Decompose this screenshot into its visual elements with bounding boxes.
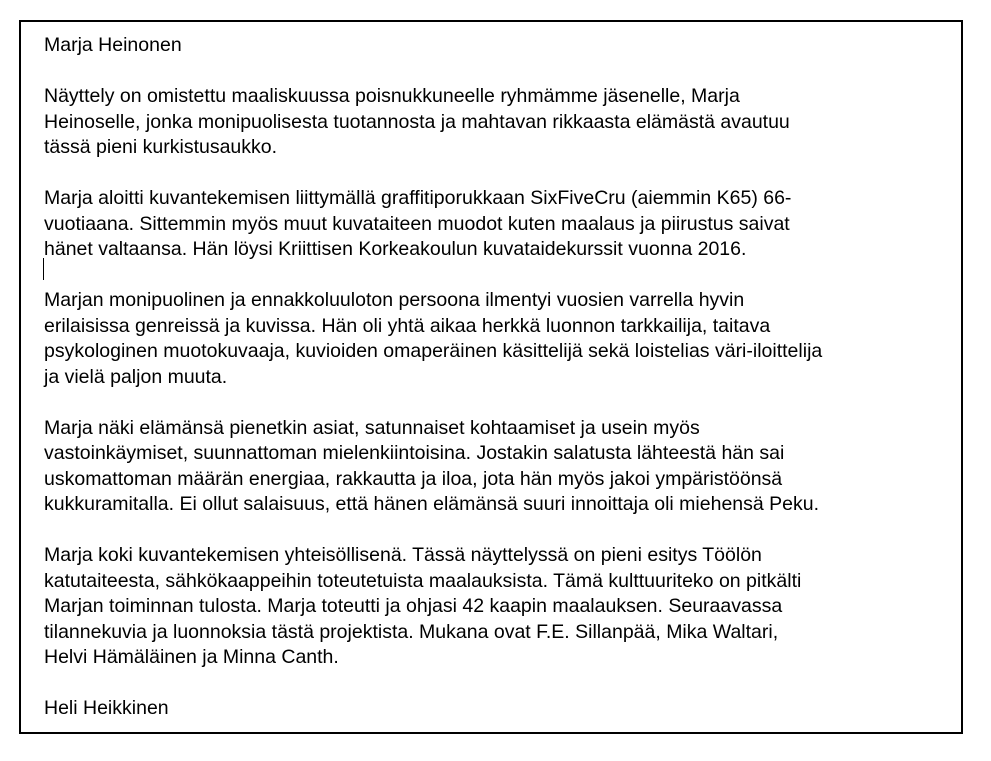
text-cursor	[43, 258, 44, 280]
paragraph-spacer	[44, 59, 944, 85]
paragraph-community: Marja koki kuvantekemisen yhteisöllisenä. Tässä näyttelyssä on pieni esitys Töölön katutaiteesta, sähkökaappeihin toteutetuista maalauksista. Tämä kulttuuriteko on pitkälti Marjan toiminnan tulosta. Marja toteutti ja ohjasi 42 kaapin maalauksen. Seuraavassa tilannekuvia ja luonnoksia tästä projektista. Mukana ovat F.E. Sillanpää, Mika Waltari, Helvi Hämäläinen ja Minna Canth.	[44, 544, 802, 668]
document-frame	[19, 20, 963, 734]
paragraph-beginnings: Marja aloitti kuvantekemisen liittymällä graffitiporukkaan SixFiveCru (aiemmin K65) 66- vuotiaana. Sittemmin myös muut kuvataiteen muodot kuten maalaus ja piirustus saivat hänet valtaansa. Hän löysi Kriittisen Korkeakoulun kuvataidekurssit vuonna 2016.	[44, 187, 792, 260]
paragraph-spacer	[44, 671, 944, 697]
document-heading: Marja Heinonen	[44, 34, 182, 56]
paragraph-dedication: Näyttely on omistettu maaliskuussa poisnukkuneelle ryhmämme jäsenelle, Marja Heinoselle, jonka monipuolisesta tuotannosta ja mahtavan rikkaasta elämästä avautuu tässä pieni kurkistusaukko.	[44, 85, 790, 158]
paragraph-persona: Marjan monipuolinen ja ennakkoluuloton persoona ilmentyi vuosien varrella hyvin erilaisissa genreissä ja kuvissa. Hän oli yhtä aikaa herkkä luonnon tarkkailija, taitava psykologinen muotokuvaaja, kuvioiden omaperäinen käsittelijä sekä loistelias väri-iloittelija ja vielä paljon muuta.	[44, 289, 823, 388]
paragraph-spacer	[44, 161, 944, 187]
paragraph-spacer	[44, 390, 944, 416]
document-signature: Heli Heikkinen	[44, 697, 169, 719]
paragraph-life: Marja näki elämänsä pienetkin asiat, satunnaiset kohtaamiset ja usein myös vastoinkäymiset, suunnattoman mielenkiintoisina. Jostakin salatusta lähteestä hän sai uskomattoman määrän energiaa, rakkautta ja iloa, jota hän myös jakoi ympäristöönsä kukkuramitalla. Ei ollut salaisuus, että hänen elämänsä suuri innoittaja oli miehensä Peku.	[44, 416, 820, 515]
paragraph-spacer	[44, 263, 944, 289]
paragraph-spacer	[44, 518, 944, 544]
document-body[interactable]	[44, 33, 944, 722]
